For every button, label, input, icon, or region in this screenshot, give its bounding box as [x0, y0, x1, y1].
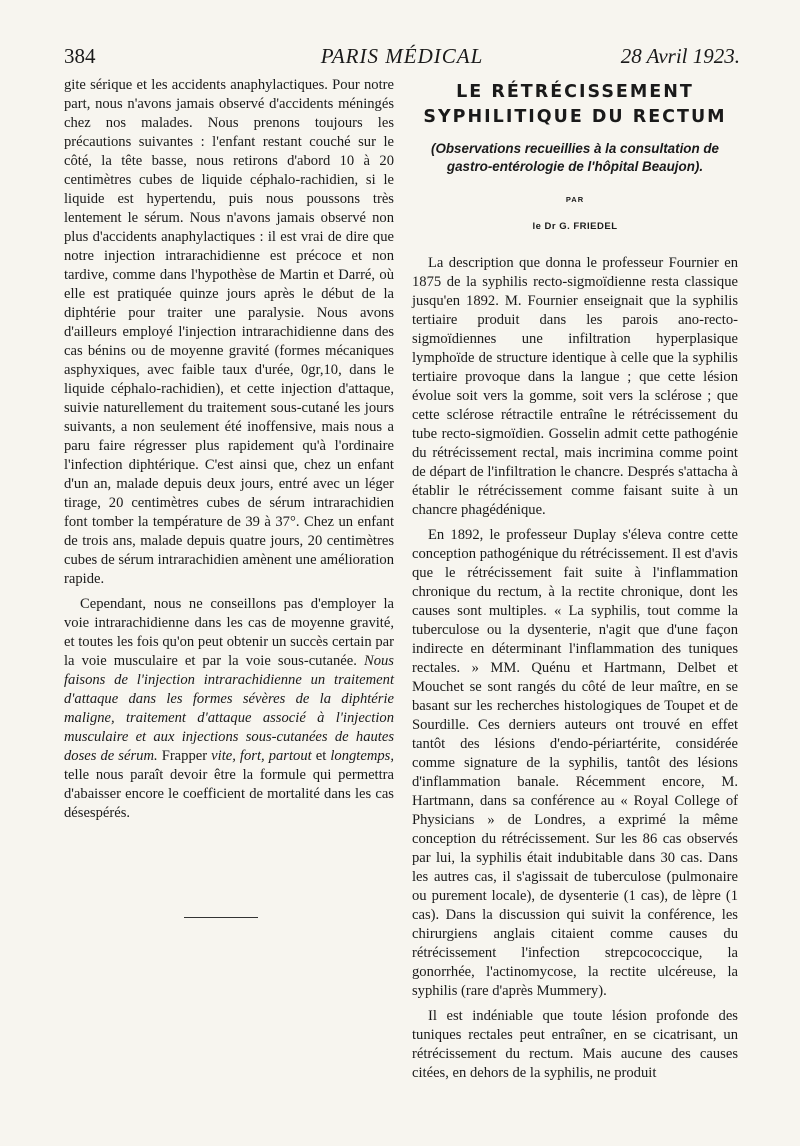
left-p2-italic3: longtemps, — [330, 748, 395, 764]
issue-date: 28 Avril 1923. — [620, 44, 740, 68]
right-paragraph-3: Il est indéniable que toute lésion profonde des tuniques rectales peut entraîner, en se cicatrisant, un rétrécissement du rectum. Mais aucune des causes citées, en dehors de la syphilis, ne produit — [412, 1008, 738, 1081]
left-paragraph-2 — [64, 595, 394, 823]
journal-title: PARIS MÉDICAL — [320, 44, 484, 68]
left-p2-end: telle nous paraît devoir être la formule qui permettra d'abaisser encore le coefficient de mortalité dans les cas désespérés. — [64, 767, 394, 821]
page-header — [64, 42, 740, 72]
article-title-line-2: SYPHILITIQUE DU RECTUM — [423, 107, 727, 127]
left-p2-start: Cependant, nous ne conseillons pas d'employer la voie intrarachidienne dans les cas de moyenne gravité, et toutes les fois qu'on peut obtenir un succès certain par la voie musculaire et par la voie sous-cutanée. — [64, 596, 394, 669]
left-p2-italic: Nous faisons de l'injection intrarachidienne un traitement d'attaque dans les formes sévères de la diphtérie maligne, traitement d'attaque associé à l'injection musculaire et aux injections sous-cutanées de hautes doses de sérum. — [64, 653, 394, 764]
byline-par: PAR — [565, 195, 585, 204]
article-title-line-1: LE RÉTRÉCISSEMENT — [456, 82, 694, 102]
right-column — [412, 76, 738, 1083]
left-p2-italic2: vite, fort, partout — [211, 748, 312, 764]
article-author: le Dr G. FRIEDEL — [532, 221, 618, 232]
left-p2-mid2: et — [315, 748, 327, 764]
article-title — [412, 80, 738, 130]
left-p2-mid: Frapper — [161, 748, 208, 764]
left-paragraph-1: gite sérique et les accidents anaphylactiques. Pour notre part, nous n'avons jamais observé d'accidents méningés chez nos malades. Nous prenons toujours les précautions suivantes : l'enfant restant couché sur le côté, la tête basse, nous retirons d'abord 10 à 20 centimètres cubes de liquide céphalo-rachidien, si le liquide est hypertendu, puis nous poussons très lentement le sérum. Nous n'avons jamais observé non plus d'accidents anaphylactiques : il est vrai de dire que notre injection intrarachidienne est précoce et non tardive, comme dans l'hypothèse de Martin et Darré, où elle est pratiquée quinze jours après le début de la diphtérie pour traiter une paralysie. Nous avons d'ailleurs employé l'injection intrarachidienne dans des cas bénins ou de moyenne gravité (formes mécaniques asphyxiques, avec faible taux d'urée, 0gr,10, dans le liquide céphalo-rachidien), et cette injection d'attaque, suivie naturellement du traitement sous-cutané les jours suivants, a non seulement été inoffensive, mais nous a paru faire régresser plus rapidement qu'à l'ordinaire l'infection diphtérique. C'est ainsi que, chez un enfant d'un an, malade depuis deux jours, entré avec un léger tirage, 20 centimètres cubes de sérum intrarachidien font tomber la température de 39 à 37°. Chez un enfant de trois ans, malade depuis quatre jours, 20 centimètres cubes de sérum intrarachidien amènent une amélioration rapide. — [64, 77, 394, 587]
column-end-rule — [184, 917, 258, 918]
article-subtitle: (Observations recueillies à la consultation de gastro-entérologie de l'hôpital Beaujon). — [431, 141, 719, 174]
right-paragraph-2: En 1892, le professeur Duplay s'éleva contre cette conception pathogénique du rétrécissement. Il est d'avis que le rétrécissement fait suite à l'inflammation chronique du rectum, à la rectite chronique, dont les causes sont multiples. « La syphilis, tout comme la tuberculose ou la dysenterie, n'agit que d'une façon indirecte en déterminant l'inflammation des tuniques rectales. » MM. Quénu et Hartmann, Delbet et Mouchet se sont rangés du côté de leur maître, en se basant sur les recherches histologiques de Toupet et de Sourdille. Ces derniers auteurs ont trouvé en effet tantôt des lésions d'endo-périartérite, considérée comme signature de la syphilis, tantôt des lésions d'inflammation banale. Récemment encore, M. Hartmann, dans sa conférence au « Royal College of Physicians » de Londres, a exprimé la même conception du rétrécissement. Sur les 86 cas observés par lui, la syphilis était indubitable dans 30 cas. Dans les autres cas, il s'agissait de tuberculose (pulmonaire ou purement locale), de dysenterie (1 cas), de lèpre (1 cas). Dans la discussion qui suivit la conférence, les chirurgiens anglais citaient comme causes du rétrécissement l'infection strepcococcique, la gonorrhée, l'actinomycose, la rectite ulcéreuse, la syphilis (rare d'après Mummery). — [412, 527, 738, 999]
right-paragraph-1: La description que donna le professeur Fournier en 1875 de la syphilis recto-sigmoïdienne resta classique jusqu'en 1892. M. Fournier enseignait que la syphilis tertiaire produit dans les parois ano-recto-sigmoïdiennes une infiltration hyperplasique lymphoïde de structure identique à celle que la syphilis tertiaire provoque dans la langue ; que cette lésion évolue soit vers la gomme, soit vers la sclérose ; que cette sclérose rétractile entraîne le rétrécissement du tube recto-sigmoïdien. Gosselin admit cette pathogénie du rétrécissement rectal, mais incrimina comme point de départ de l'infiltration le chancre. Després s'attacha à établir le rétrécissement comme faisant suite à un chancre phagédénique. — [412, 255, 738, 518]
left-column — [64, 76, 394, 823]
page-number: 384 — [64, 44, 96, 68]
